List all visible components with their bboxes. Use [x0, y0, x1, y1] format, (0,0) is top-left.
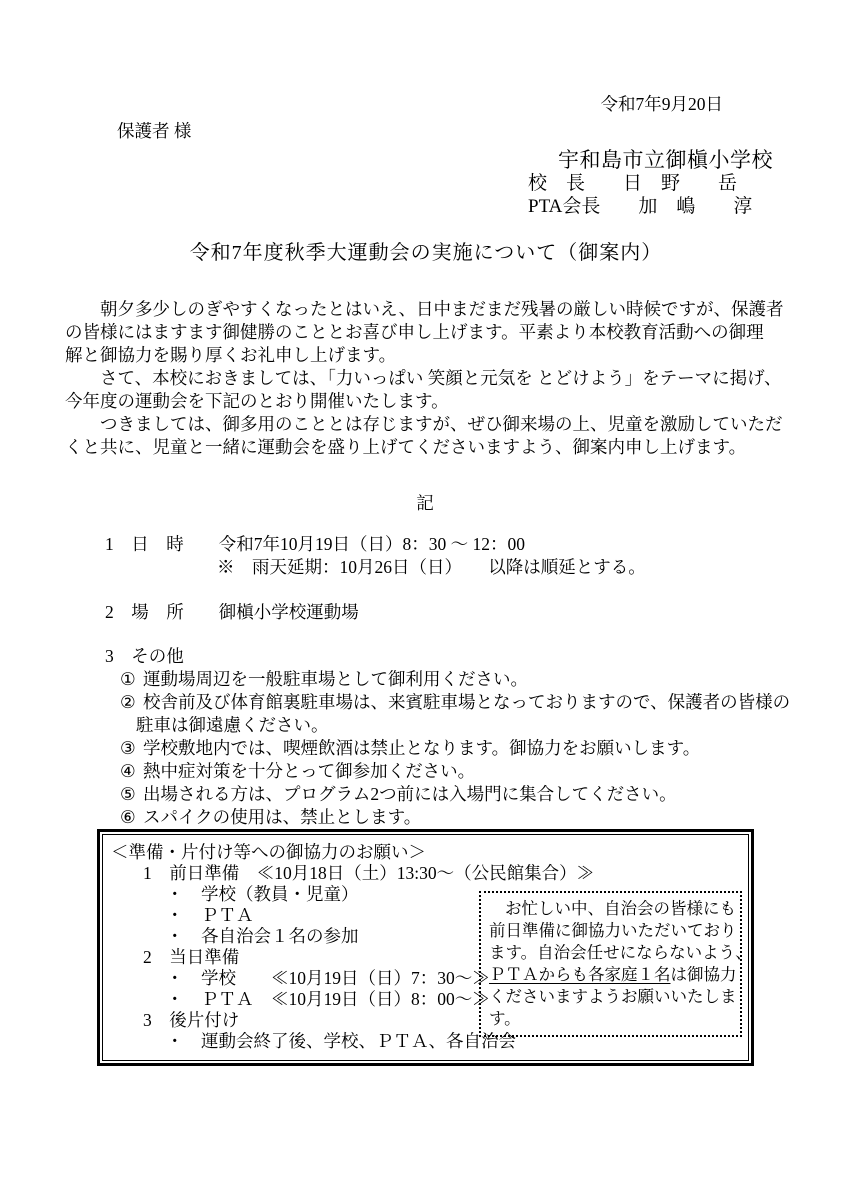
note-text: は御協力 [670, 965, 737, 984]
schedule-place: 2 場 所 御槇小学校運動場 [105, 602, 359, 622]
item-text: 熱中症対策を十分とって御参加ください。 [143, 761, 476, 781]
schedule-rain-note: ※ 雨天延期：10月26日（日） 以降は順延とする。 [217, 557, 646, 577]
box-line: 3 後片付け [143, 1010, 240, 1030]
note-line: 前日準備に御協力いただいており [489, 921, 737, 940]
item-marker: ⑤ [120, 784, 136, 804]
list-item [65, 691, 791, 714]
note-line: お忙しい中、自治会の皆様にも [505, 899, 736, 918]
box-line: ・ ＰＴＡ [166, 905, 254, 925]
record-heading: 記 [416, 493, 436, 513]
schedule-others-heading: 3 その他 [105, 646, 184, 666]
item-text: 出場される方は、プログラム2つ前には入場門に集合してください。 [143, 784, 677, 804]
item-text: スパイクの使用は、禁止とします。 [143, 807, 422, 827]
item-marker: ③ [120, 738, 136, 758]
box-line: ・ 学校（教員・児童） [166, 884, 359, 904]
cooperation-request-box-inner [102, 834, 752, 1061]
list-item-continuation: 駐車は御遠慮ください。 [136, 715, 329, 735]
cooperation-request-box [97, 829, 754, 1066]
body-paragraphs [65, 298, 787, 459]
item-marker: ② [120, 692, 136, 712]
paragraph-line: つきましては、御多用のこととは存じますが、ぜひ御来場の上、児童を激励していただ [100, 414, 783, 434]
item-marker: ① [120, 669, 136, 689]
sender-principal: 校 長 日 野 岳 [528, 173, 738, 194]
box-line: ・ 学校 ≪10月19日（日）7：30～≫ [166, 968, 490, 988]
schedule-datetime: 1 日 時 令和7年10月19日（日）8：30 ～ 12：00 [105, 534, 525, 554]
note-line: ます。自治会任せにならないよう、 [489, 943, 752, 962]
item-text: 学校敷地内では、喫煙飲酒は禁止となります。御協力をお願いします。 [143, 738, 701, 758]
note-line: くださいますようお願いいたしま [489, 987, 737, 1006]
paragraph-line: の皆様にはますます御健勝のこととお喜び申し上げます。平素より本校教育活動への御理 [65, 322, 764, 342]
box-line: 1 前日準備 ≪10月18日（土）13:30～（公民館集合）≫ [143, 863, 595, 883]
sender-school-name: 宇和島市立御槇小学校 [558, 148, 773, 172]
note-line [489, 964, 737, 986]
item-text: 運動場周辺を一般駐車場として御利用ください。 [143, 669, 528, 689]
list-item [65, 760, 787, 783]
document-date: 令和7年9月20日 [600, 94, 723, 114]
paragraph-line: くと共に、児童と一緒に運動会を盛り上げてくださいますよう、御案内申し上げます。 [65, 437, 747, 457]
box-line: ・ 各自治会１名の参加 [166, 926, 359, 946]
paragraph-line: 解と御協力を賜り厚くお礼申し上げます。 [65, 345, 397, 365]
note-line: す。 [489, 1009, 521, 1028]
box-heading: ＜準備・片付け等への御協力のお願い＞ [111, 842, 426, 862]
sender-pta-chair: PTA会長 加 嶋 淳 [528, 196, 753, 217]
box-line: ・ 運動会終了後、学校、ＰＴＡ、各自治会 [166, 1031, 516, 1051]
list-item [65, 806, 787, 829]
note-underlined-text: ＰＴＡからも各家庭１名 [489, 965, 671, 984]
pta-note-box [479, 891, 752, 1037]
page-title: 令和7年度秋季大運動会の実施について（御案内） [189, 242, 663, 264]
recipient-line: 保護者 様 [117, 121, 192, 141]
others-list [65, 668, 791, 829]
item-marker: ⑥ [120, 807, 136, 827]
list-item [65, 737, 787, 760]
box-line: ・ ＰＴＡ ≪10月19日（日）8：00～≫ [166, 989, 490, 1009]
paragraph-line: 今年度の運動会を下記のとおり開催いたします。 [65, 391, 449, 411]
list-item [65, 668, 787, 691]
item-marker: ④ [120, 761, 136, 781]
item-text: 校舎前及び体育館裏駐車場は、来賓駐車場となっておりますので、保護者の皆様の [143, 692, 791, 712]
box-line: 2 当日準備 [143, 947, 240, 967]
paragraph-line: さて、本校におきましては、「力いっぱい 笑顔と元気を とどけよう」をテーマに掲げ、 [100, 368, 782, 388]
paragraph-line: 朝夕多少しのぎやすくなったとはいえ、日中まだまだ残暑の厳しい時候ですが、保護者 [100, 299, 784, 319]
sender-block [528, 148, 787, 218]
list-item [65, 783, 787, 806]
